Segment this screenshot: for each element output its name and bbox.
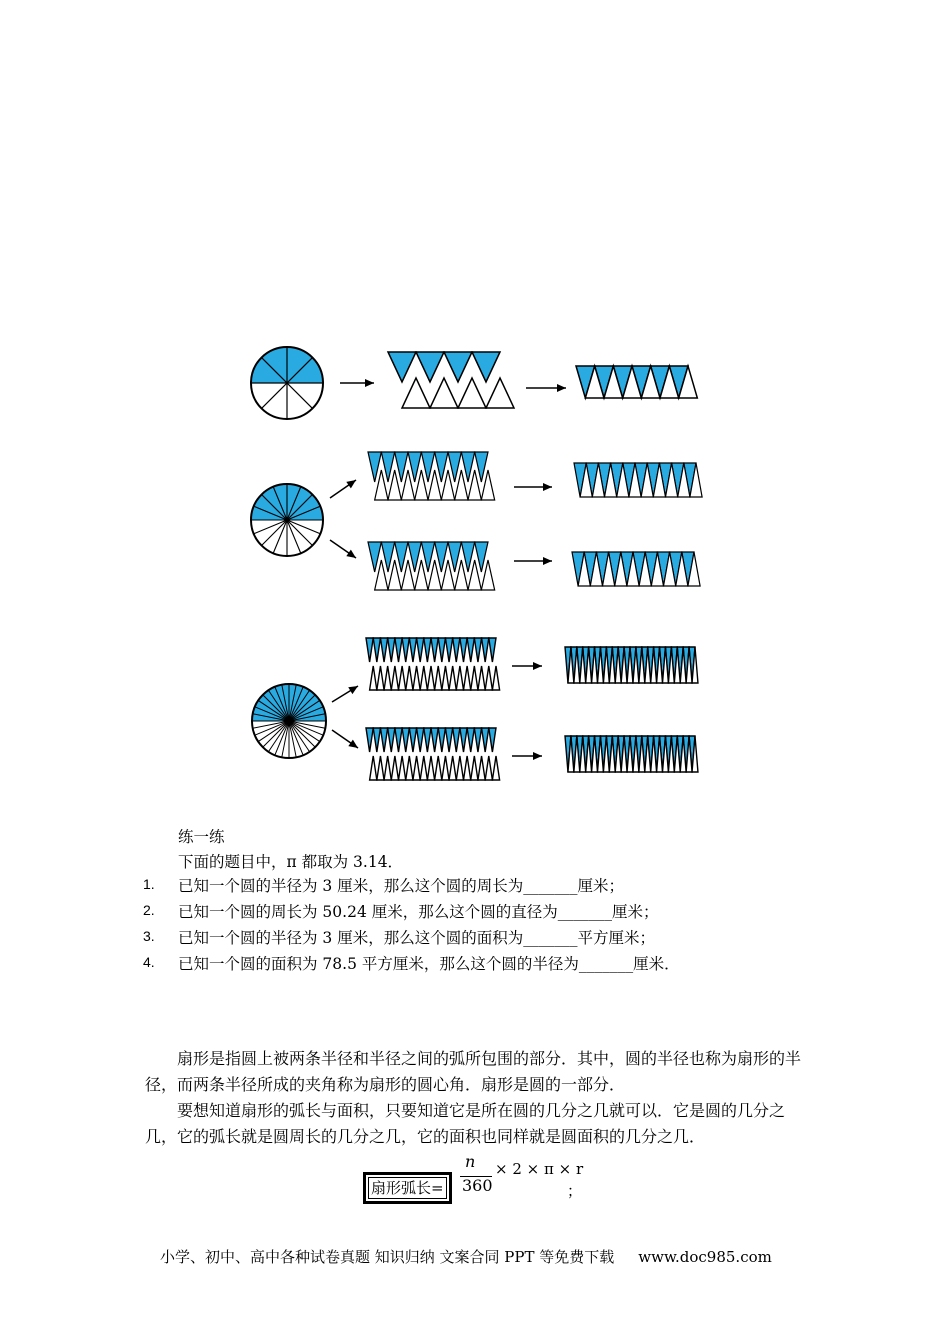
- footer-text: 小学、初中、高中各种试卷真题 知识归纳 文案合同 PPT 等免费下载: [160, 1248, 615, 1266]
- question-1-number: 1.: [143, 876, 155, 892]
- arrow-32-down-head: [348, 740, 358, 748]
- strip-32-b-blue-sector: [467, 728, 474, 752]
- question-3-number: 3.: [143, 928, 155, 944]
- question-2-number: 2.: [143, 902, 155, 918]
- arrow-16-up-head: [346, 480, 356, 488]
- strip-32-b-blue-sector: [402, 728, 409, 752]
- strip-32-a-blue-sector: [453, 638, 460, 662]
- arrow-16-down-head: [346, 550, 356, 558]
- strip-32-b-blue-sector: [380, 728, 387, 752]
- strip-32-a-blue-sector: [445, 638, 452, 662]
- strip-32-a-white-sector: [399, 666, 406, 690]
- strip-32-b-white-sector: [492, 756, 499, 780]
- question-3: 已知一个圆的半径为 3 厘米，那么这个圆的面积为_______平方厘米；: [178, 929, 655, 947]
- strip-32-a-white-sector: [478, 666, 485, 690]
- strip-32-b-blue-sector: [460, 728, 467, 752]
- strip-8-spread-blue-sector: [444, 352, 472, 382]
- strip-32-a-blue-sector: [373, 638, 380, 662]
- strip-32-b-blue-sector: [366, 728, 373, 752]
- strip-8-spread-white-sector: [458, 378, 486, 408]
- strip-8-spread-blue-sector: [388, 352, 416, 382]
- strip-32-b-white-sector: [464, 756, 471, 780]
- strip-32-a-white-sector: [485, 666, 492, 690]
- practice-heading: 练一练: [178, 828, 225, 846]
- strip-32-b-white-sector: [427, 756, 434, 780]
- strip-32-a-white-sector: [391, 666, 398, 690]
- strip-32-a-white-sector: [492, 666, 499, 690]
- strip-32-b-blue-sector: [453, 728, 460, 752]
- strip-32-b-white-sector: [384, 756, 391, 780]
- arrow-8-b-head: [557, 384, 566, 392]
- strip-32-a-white-sector: [471, 666, 478, 690]
- strip-32-a-white-sector: [456, 666, 463, 690]
- strip-32-b-white-sector: [435, 756, 442, 780]
- strip-32-a-blue-sector: [482, 638, 489, 662]
- strip-32-b-blue-sector: [373, 728, 380, 752]
- strip-32-b-blue-sector: [395, 728, 402, 752]
- footer-url: www.doc985.com: [638, 1248, 772, 1266]
- strip-32-a-white-sector: [464, 666, 471, 690]
- arrow-32-up-head: [348, 686, 358, 694]
- strip-32-a-blue-sector: [489, 638, 496, 662]
- strip-32-a-blue-sector: [467, 638, 474, 662]
- formula-denominator: 360: [462, 1176, 493, 1195]
- strip-32-b-blue-sector: [474, 728, 481, 752]
- strip-32-b-blue-sector: [482, 728, 489, 752]
- strip-32-a-white-sector: [435, 666, 442, 690]
- strip-32-b-blue-sector: [438, 728, 445, 752]
- strip-32-b-blue-sector: [409, 728, 416, 752]
- strip-32-b-white-sector: [456, 756, 463, 780]
- strip-32-a-white-sector: [370, 666, 377, 690]
- strip-32-b-blue-sector: [489, 728, 496, 752]
- strip-8-spread-blue-sector: [416, 352, 444, 382]
- strip-32-a-white-sector: [413, 666, 420, 690]
- strip-32-a-white-sector: [427, 666, 434, 690]
- strip-32-b-blue-sector: [424, 728, 431, 752]
- strip-32-a-blue-sector: [395, 638, 402, 662]
- strip-32-a-white-sector: [449, 666, 456, 690]
- formula-label-box: 扇形弧长=: [365, 1174, 450, 1202]
- strip-32-a-white-sector: [384, 666, 391, 690]
- question-4: 已知一个圆的面积为 78.5 平方厘米，那么这个圆的半径为_______厘米．: [178, 955, 680, 973]
- strip-32-b-white-sector: [406, 756, 413, 780]
- sector-definition-paragraph: 扇形是指圆上被两条半径和半径之间的弧所包围的部分．其中，圆的半径也称为扇形的半径，而两条半径所成的夹角称为扇形的圆心角．扇形是圆的一部分．: [145, 1049, 802, 1094]
- strip-32-a-white-sector: [377, 666, 384, 690]
- question-4-number: 4.: [143, 954, 155, 970]
- strip-32-b-white-sector: [485, 756, 492, 780]
- formula-rest: × 2 × π × r: [495, 1160, 584, 1178]
- strip-32-a-blue-sector: [431, 638, 438, 662]
- strip-32-a-white-sector: [406, 666, 413, 690]
- strip-32-a-white-sector: [420, 666, 427, 690]
- strip-32-a-white-sector: [442, 666, 449, 690]
- circle-rearrangement-figure: [0, 330, 950, 800]
- strip-32-a-blue-sector: [409, 638, 416, 662]
- strip-32-a-blue-sector: [366, 638, 373, 662]
- strip-32-a-blue-sector: [380, 638, 387, 662]
- strip-32-b-blue-sector: [445, 728, 452, 752]
- strip-32-b-white-sector: [449, 756, 456, 780]
- strip-32-b-white-sector: [377, 756, 384, 780]
- arrow-32-b-head: [533, 752, 542, 760]
- strip-32-b-blue-sector: [388, 728, 395, 752]
- arrow-16-a-head: [543, 483, 552, 491]
- arrow-32-a-head: [533, 662, 542, 670]
- strip-32-b-white-sector: [399, 756, 406, 780]
- strip-8-spread-white-sector: [486, 378, 514, 408]
- strip-32-b-white-sector: [471, 756, 478, 780]
- strip-32-a-blue-sector: [438, 638, 445, 662]
- strip-32-b-white-sector: [478, 756, 485, 780]
- strip-32-a-blue-sector: [388, 638, 395, 662]
- formula-end: ；: [567, 1182, 583, 1200]
- strip-8-spread-white-sector: [402, 378, 430, 408]
- arc-length-formula: [365, 1150, 625, 1210]
- strip-32-a-blue-sector: [424, 638, 431, 662]
- question-1: 已知一个圆的半径为 3 厘米，那么这个圆的周长为_______厘米；: [178, 877, 624, 895]
- sector-arc-area-paragraph: 要想知道扇形的弧长与面积，只要知道它是所在圆的几分之几就可以．它是圆的几分之几，它的弧长就是圆周长的几分之几，它的面积也同样就是圆面积的几分之几．: [145, 1101, 786, 1146]
- strip-8-spread-blue-sector: [472, 352, 500, 382]
- strip-32-b-blue-sector: [431, 728, 438, 752]
- strip-32-b-white-sector: [413, 756, 420, 780]
- formula-numerator: n: [465, 1152, 476, 1171]
- strip-32-b-white-sector: [370, 756, 377, 780]
- strip-32-b-white-sector: [391, 756, 398, 780]
- strip-32-b-white-sector: [442, 756, 449, 780]
- arrow-8-head: [365, 379, 374, 387]
- strip-32-a-blue-sector: [402, 638, 409, 662]
- strip-32-b-white-sector: [420, 756, 427, 780]
- strip-32-b-blue-sector: [417, 728, 424, 752]
- strip-32-a-blue-sector: [474, 638, 481, 662]
- strip-32-a-blue-sector: [460, 638, 467, 662]
- strip-32-a-blue-sector: [417, 638, 424, 662]
- arrow-16-b-head: [543, 557, 552, 565]
- footer: [160, 1246, 772, 1267]
- practice-intro: 下面的题目中，π 都取为 3.14．: [178, 853, 404, 871]
- question-2: 已知一个圆的周长为 50.24 厘米，那么这个圆的直径为_______厘米；: [178, 903, 659, 921]
- strip-8-spread-white-sector: [430, 378, 458, 408]
